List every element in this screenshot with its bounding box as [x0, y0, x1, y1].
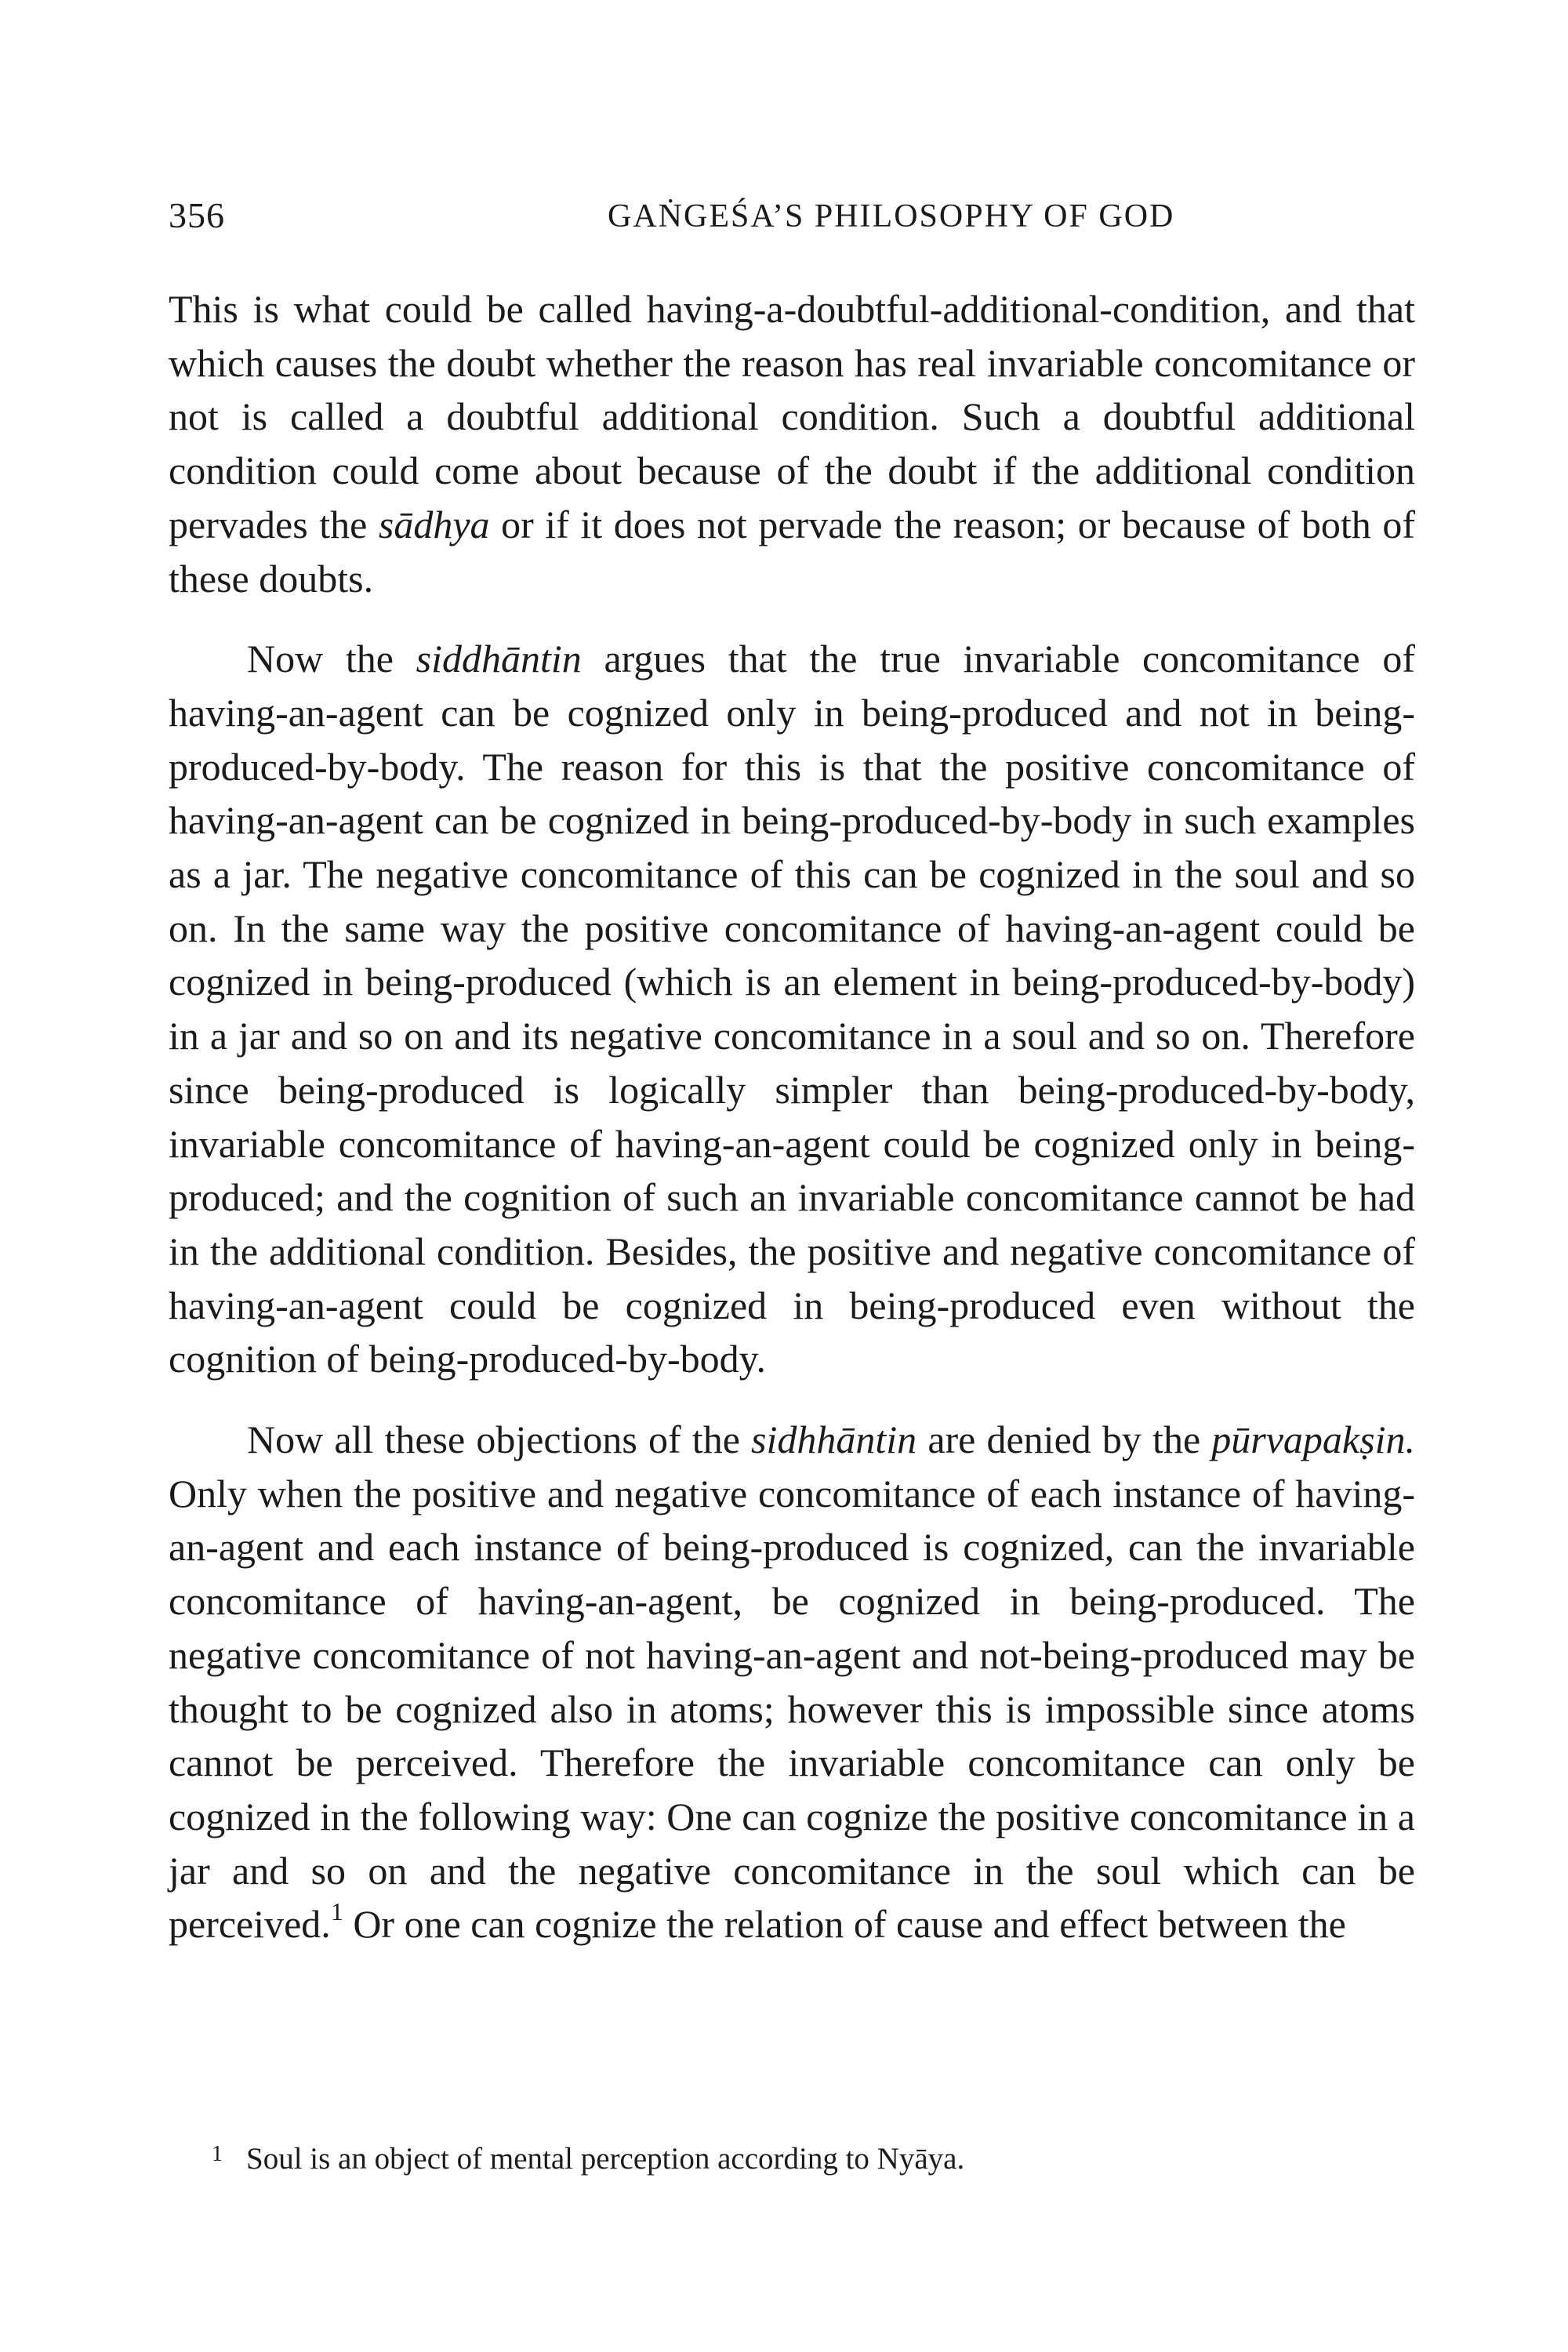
paragraph [169, 282, 1415, 605]
text-run: or if it does not pervade the reason; or because of both of these doubts. [169, 502, 1415, 601]
italic-term: pūrvapakṣin. [1211, 1417, 1415, 1462]
text-run: Now the [247, 637, 416, 681]
text-run: Only when the positive and negative concomitance of each instance of having-an-agent and each instance of being-produced is cognized, can the invariable concomitance of having-an-agent, be cognized in being-produced. The negative concomitance of not having-an-agent and not-being-produced may be thought to be cognized also in atoms; however this is impossible since atoms cannot be perceived. Therefore the invariable concomitance can only be cognized in the following way: One can cognize the positive concomitance in a jar and so on and the negative concomitance in the soul which can be perceived. [169, 1471, 1415, 1947]
text-run: argues that the true invariable concomitance of having-an-agent can be cognized only in being-produced and not in being-produced-by-body. The reason for this is that the positive concomitance of having-an-agent can be cognized in being-produced-by-body in such examples as a jar. The negative concomitance of this can be cognized in the soul and so on. In the same way the positive concomitance of having-an-agent could be cognized in being-produced (which is an element in being-produced-by-body) in a jar and so on and its negative concomitance in a soul and so on. Therefore since being-produced is logically simpler than being-produced-by-body, invariable concomitance of having-an-agent could be cognized only in being-produced; and the cognition of such an invariable concomitance cannot be had in the additional condition. Besides, the positive and negative concomitance of having-an-agent could be cognized in being-produced even without the cognition of being-produced-by-body. [169, 637, 1415, 1381]
text-run: This is what could be called having-a-doubtful-additional-condition, and that which causes the doubt whether the reason has real invariable concomitance or not is called a doubtful additional condition. Such a doubtful additional condition could come about because of the doubt if the additional condition pervades the [169, 287, 1415, 546]
italic-term: sādhya [378, 502, 490, 546]
footnote-marker: 1 [212, 2142, 223, 2166]
paragraph [169, 1413, 1415, 1951]
text-run: are denied by the [916, 1417, 1212, 1462]
text-run: Now all these objections of the [247, 1417, 752, 1462]
body-text [169, 282, 1415, 1978]
paragraph [169, 632, 1415, 1386]
footnote [212, 2134, 1419, 2180]
italic-term: sidhhāntin [751, 1417, 917, 1462]
page-number: 356 [169, 195, 225, 235]
running-title: GAṄGEŚA’S PHILOSOPHY OF GOD [608, 198, 1175, 234]
page-header [169, 194, 1423, 249]
footnote-text: Soul is an object of mental perception according to Nyāya. [246, 2142, 965, 2176]
footnote-reference: 1 [330, 1897, 343, 1926]
text-run: Or one can cognize the relation of cause and effect between the [343, 1902, 1346, 1947]
italic-term: siddhāntin [416, 637, 582, 681]
